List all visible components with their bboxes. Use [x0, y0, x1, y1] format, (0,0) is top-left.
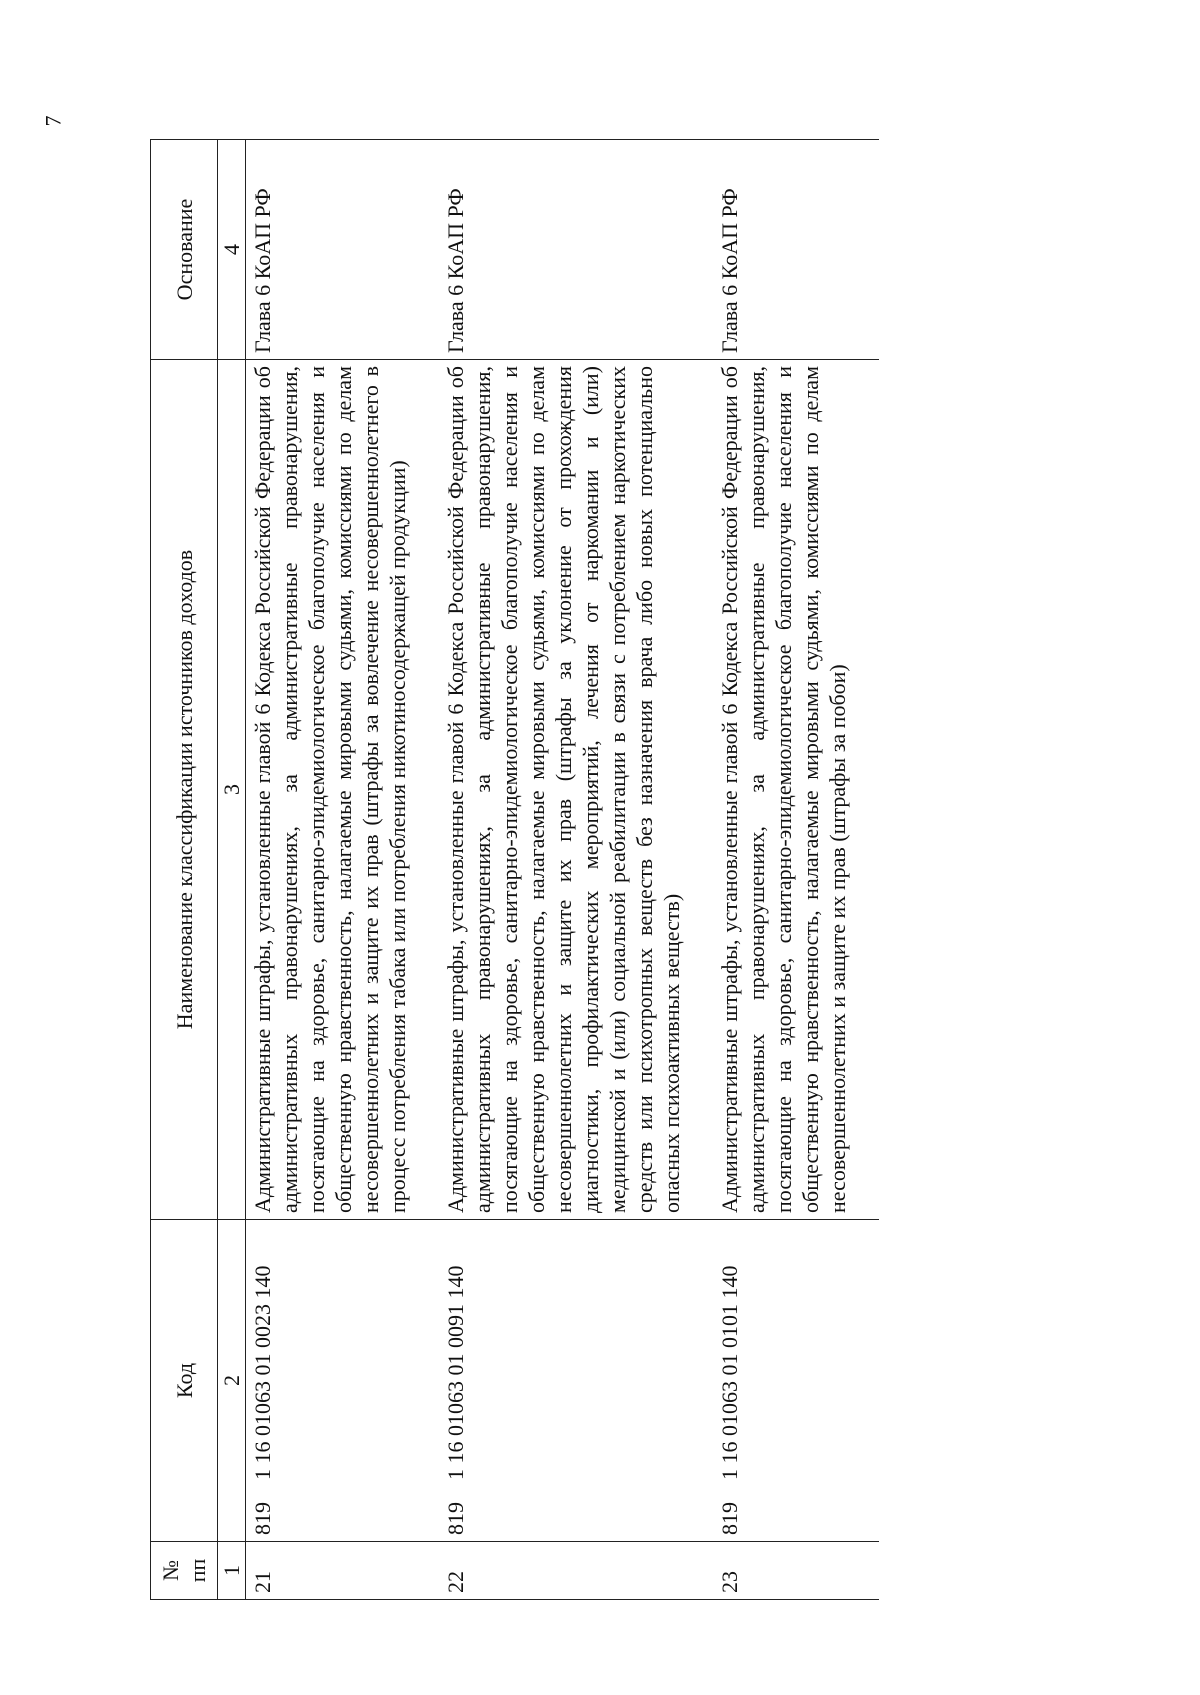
column-number: 1 — [218, 1542, 246, 1600]
rotated-page-content — [150, 140, 1135, 1600]
row-basis: Глава 6 КоАП РФ — [713, 140, 879, 360]
table-row — [713, 140, 879, 1600]
column-number: 3 — [218, 360, 246, 1220]
row-name: Административные штрафы, установленные главой 6 Кодекса Российской Федерации об административных правонарушениях, за административные правонарушения, посягающие на здоровье, санитарно-эпидемиологическое благополучие населения и общественную нравственность, налагаемые мировыми судьями, комиссиями по делам несовершеннолетних и защите их прав (штрафы за уклонение от прохождения диагностики, профилактических мероприятий, лечения от наркомании и (или) медицинской и (или) социальной реабилитации в связи с потреблением наркотических средств или психотропных веществ без назначения врача либо новых потенциально опасных психоактивных веществ) — [439, 360, 713, 1220]
row-number: 23 — [713, 1542, 879, 1600]
column-number: 2 — [218, 1220, 246, 1542]
table-row — [246, 140, 440, 1600]
table-row — [439, 140, 713, 1600]
table-header-row — [151, 140, 218, 1600]
header-num: № пп — [151, 1542, 218, 1600]
column-number-row — [218, 140, 246, 1600]
row-name: Административные штрафы, установленные главой 6 Кодекса Российской Федерации об административных правонарушениях, за административные правонарушения, посягающие на здоровье, санитарно-эпидемиологическое благополучие населения и общественную нравственность, налагаемые мировыми судьями, комиссиями по делам несовершеннолетних и защите их прав (штрафы за вовлечение несовершеннолетнего в процесс потребления табака или потребления никотиносодержащей продукции) — [246, 360, 440, 1220]
page-number: 7 — [40, 115, 66, 127]
row-name: Административные штрафы, установленные главой 6 Кодекса Российской Федерации об административных правонарушениях, за административные правонарушения, посягающие на здоровье, санитарно-эпидемиологическое благополучие населения и общественную нравственность, налагаемые мировыми судьями, комиссиями по делам несовершеннолетних и защите их прав (штрафы за побои) — [713, 360, 879, 1220]
row-code: 1 16 01063 01 0091 140 — [443, 1265, 468, 1480]
row-basis: Глава 6 КоАП РФ — [246, 140, 440, 360]
row-admin-code: 819 — [717, 1502, 742, 1535]
row-code: 1 16 01063 01 0101 140 — [717, 1265, 742, 1480]
column-number: 4 — [218, 140, 246, 360]
row-code-cell — [713, 1220, 879, 1542]
header-code: Код — [151, 1220, 218, 1542]
row-number: 22 — [439, 1542, 713, 1600]
header-basis: Основание — [151, 140, 218, 360]
income-classification-table — [150, 139, 879, 1600]
row-code: 1 16 01063 01 0023 140 — [250, 1265, 275, 1480]
row-admin-code: 819 — [250, 1502, 275, 1535]
row-number: 21 — [246, 1542, 440, 1600]
row-admin-code: 819 — [443, 1502, 468, 1535]
row-code-cell — [439, 1220, 713, 1542]
row-code-cell — [246, 1220, 440, 1542]
row-basis: Глава 6 КоАП РФ — [439, 140, 713, 360]
header-name: Наименование классификации источников доходов — [151, 360, 218, 1220]
